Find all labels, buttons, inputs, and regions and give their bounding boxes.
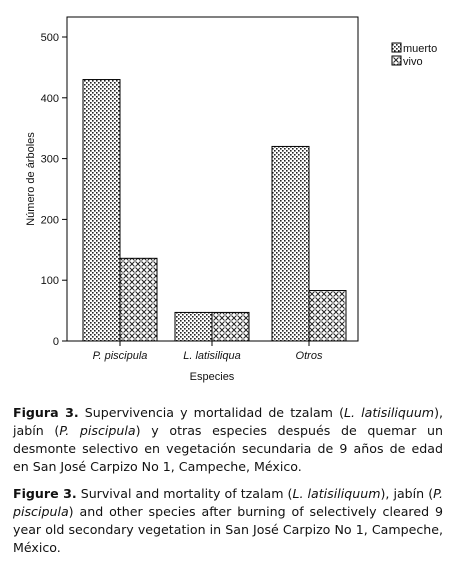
bars	[83, 80, 346, 341]
bar-muerto	[272, 146, 309, 341]
caption-label: Figure 3.	[13, 486, 77, 501]
legend	[392, 43, 437, 68]
caption-spanish: Figura 3. Supervivencia y mortalidad de tzalam (L. latisiliquum), jabín (P. piscipula) y otras especies después de quemar un desmonte selectivo en vegetación secundaria de 9 años de edad en San José Carpizo No 1, Campeche, México.	[13, 405, 443, 474]
y-tick-label: 400	[40, 92, 59, 105]
legend-label-muerto: muerto	[403, 43, 438, 55]
bar-vivo	[309, 291, 346, 341]
x-axis	[93, 341, 323, 362]
bar-muerto	[175, 312, 212, 341]
caption-label: Figura 3.	[13, 405, 79, 420]
y-tick-label: 200	[40, 214, 59, 227]
x-axis-title: Especies	[189, 371, 235, 383]
y-tick-label: 0	[52, 336, 59, 348]
y-tick-label: 300	[40, 153, 59, 166]
y-axis-title: Número de árboles	[25, 132, 37, 226]
bar-vivo	[120, 258, 157, 341]
y-axis	[41, 32, 67, 348]
legend-label-vivo: vivo	[403, 56, 423, 68]
bar-vivo	[212, 312, 249, 341]
bar-muerto	[83, 80, 120, 341]
y-tick-label: 100	[40, 275, 59, 288]
x-tick-label: L. latisiliqua	[183, 350, 241, 362]
caption-english: Figure 3. Survival and mortality of tzalam (L. latisiliquum), jabín (P. piscipula) and other species after burning of selectively cleared 9 year old secondary vegetation in San José Carpizo No 1, Campeche, México.	[13, 486, 443, 555]
y-tick-label: 500	[40, 32, 59, 44]
legend-swatch-muerto	[392, 43, 401, 52]
x-tick-label: Otros	[295, 350, 323, 362]
x-tick-label: P. piscipula	[92, 350, 148, 362]
legend-swatch-vivo	[392, 56, 401, 65]
